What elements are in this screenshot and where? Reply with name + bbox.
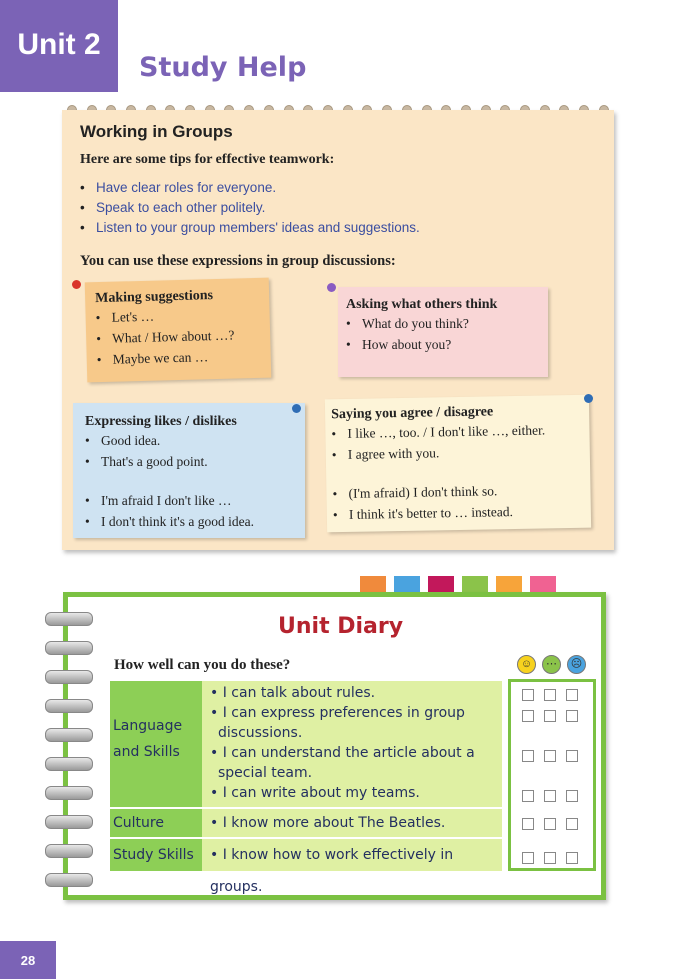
rating-checkbox[interactable] bbox=[522, 818, 534, 830]
category-culture: Culture bbox=[110, 809, 202, 837]
card-item: • Good idea. bbox=[85, 430, 305, 451]
diary-question: How well can you do these? bbox=[114, 657, 291, 673]
tip-item: • Speak to each other politely. bbox=[80, 198, 420, 218]
tips-intro: Here are some tips for effective teamwork: bbox=[80, 152, 335, 167]
card-item: • (I'm afraid) I don't think so. bbox=[332, 479, 590, 504]
rating-checkbox[interactable] bbox=[522, 710, 534, 722]
rating-checkbox[interactable] bbox=[522, 689, 534, 701]
neutral-face-icon: ⋯ bbox=[542, 655, 561, 674]
card-title: Expressing likes / dislikes bbox=[85, 414, 237, 429]
spiral-binding bbox=[45, 612, 93, 902]
working-groups-title: Working in Groups bbox=[80, 122, 233, 141]
sad-face-icon: ☹ bbox=[567, 655, 586, 674]
diary-item: • I know how to work effectively in groups. bbox=[210, 847, 454, 895]
section-title: Study Help bbox=[139, 52, 307, 83]
diary-item: • I can understand the article about a bbox=[210, 745, 475, 761]
rating-checkbox[interactable] bbox=[566, 790, 578, 802]
rating-checkbox[interactable] bbox=[544, 710, 556, 722]
diary-item: • I can talk about rules. bbox=[210, 685, 376, 701]
expressions-intro: You can use these expressions in group discussions: bbox=[80, 253, 396, 269]
pin-icon bbox=[584, 394, 593, 403]
items-language-skills bbox=[202, 681, 502, 807]
diary-item: discussions. bbox=[218, 725, 303, 741]
items-culture bbox=[202, 809, 502, 837]
tip-item: • Listen to your group members' ideas and suggestions. bbox=[80, 218, 420, 238]
rating-checkbox[interactable] bbox=[566, 689, 578, 701]
rating-checkbox[interactable] bbox=[522, 852, 534, 864]
happy-face-icon: ☺ bbox=[517, 655, 536, 674]
card-asking-others bbox=[338, 287, 548, 377]
card-likes-dislikes bbox=[73, 403, 305, 538]
card-item: • I'm afraid I don't like … bbox=[85, 490, 305, 511]
card-item: • What / How about …? bbox=[96, 324, 270, 350]
rating-checkbox[interactable] bbox=[566, 818, 578, 830]
diary-title: Unit Diary bbox=[278, 614, 404, 639]
rating-faces bbox=[517, 655, 592, 674]
card-item: • What do you think? bbox=[346, 313, 548, 334]
page-number: 28 bbox=[0, 941, 56, 979]
card-title: Saying you agree / disagree bbox=[330, 404, 494, 423]
rating-checkbox[interactable] bbox=[544, 689, 556, 701]
card-title: Making suggestions bbox=[94, 288, 214, 307]
tip-item: • Have clear roles for everyone. bbox=[80, 178, 420, 198]
diary-item: special team. bbox=[218, 765, 313, 781]
unit-label: Unit 2 bbox=[0, 0, 118, 92]
diary-item: • I can express preferences in group bbox=[210, 705, 465, 721]
rating-checkbox[interactable] bbox=[566, 750, 578, 762]
pin-icon bbox=[72, 280, 81, 289]
diary-item: • I can write about my teams. bbox=[210, 785, 420, 801]
rating-checkbox[interactable] bbox=[566, 852, 578, 864]
rating-checkbox[interactable] bbox=[566, 710, 578, 722]
card-item: • I agree with you. bbox=[332, 440, 590, 465]
card-item: • How about you? bbox=[346, 334, 548, 355]
card-agree-disagree bbox=[325, 395, 591, 533]
tips-list bbox=[80, 178, 420, 238]
rating-checkbox[interactable] bbox=[522, 750, 534, 762]
card-title: Asking what others think bbox=[346, 297, 498, 312]
card-item: • Maybe we can … bbox=[96, 345, 270, 371]
card-item: • That's a good point. bbox=[85, 451, 305, 472]
card-item: • I don't think it's a good idea. bbox=[85, 511, 305, 532]
card-item: • Let's … bbox=[95, 303, 269, 329]
pin-icon bbox=[327, 283, 336, 292]
checkbox-column bbox=[508, 679, 596, 871]
diary-item: • I know more about The Beatles. bbox=[210, 815, 446, 831]
rating-checkbox[interactable] bbox=[544, 852, 556, 864]
items-study-skills bbox=[202, 839, 502, 895]
rating-checkbox[interactable] bbox=[544, 790, 556, 802]
rating-checkbox[interactable] bbox=[544, 818, 556, 830]
card-item: • I like …, too. / I don't like …, either. bbox=[331, 419, 589, 444]
rating-checkbox[interactable] bbox=[544, 750, 556, 762]
category-study-skills: Study Skills bbox=[110, 839, 202, 871]
card-item: • I think it's better to … instead. bbox=[333, 500, 591, 525]
pin-icon bbox=[292, 404, 301, 413]
category-language-skills: Language and Skills bbox=[110, 681, 202, 807]
rating-checkbox[interactable] bbox=[522, 790, 534, 802]
card-making-suggestions bbox=[85, 278, 272, 383]
